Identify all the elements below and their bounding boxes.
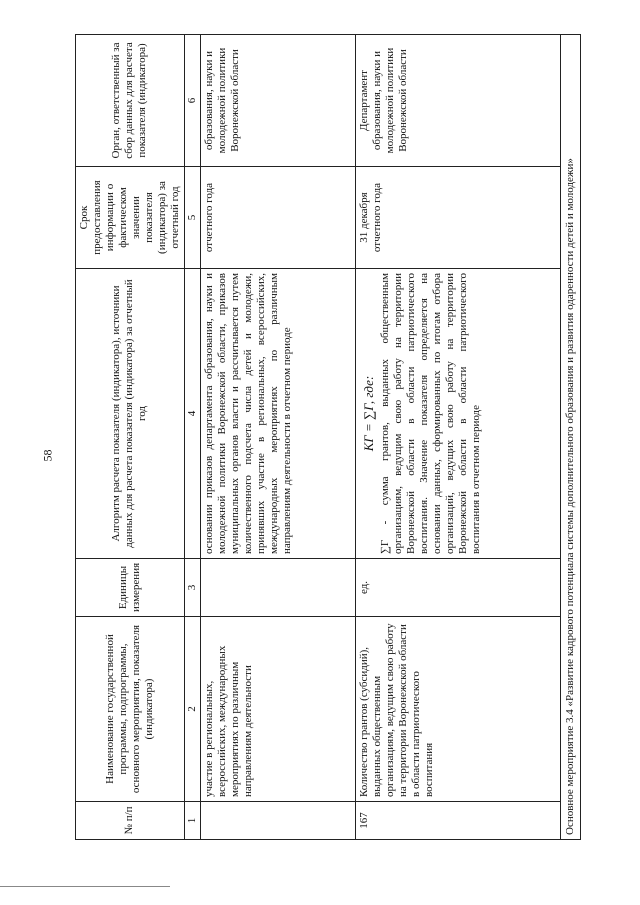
- col-number: 3: [184, 559, 200, 617]
- table-row: [355, 35, 560, 840]
- header-algorithm: Алгоритм расчета показателя (индикатора), источники данных для расчета показателя (индикатора) за отчетный год: [76, 269, 185, 559]
- organ-cell: образования, науки и молодежной политики Воронежской области: [200, 35, 355, 167]
- section-title: Основное мероприятие 3.4 «Развитие кадрового потенциала системы дополнительного образования и развития одаренности детей и молодежи»: [560, 35, 580, 840]
- col-number: 4: [184, 269, 200, 559]
- header-unit: Единицы измерения: [76, 559, 185, 617]
- unit-cell: ед.: [355, 559, 560, 617]
- indicator-name: участие в региональных, всероссийских, международных мероприятиях по различным направлениям деятельности: [200, 617, 355, 802]
- algorithm-formula: КГ = ∑Г, где:: [360, 375, 376, 452]
- algorithm-text: ∑Г - сумма грантов, выданных общественным организациям, ведущим свою работу на территории Воронежской области в области патриотического воспитания. Значение показателя определяется на основании данных, сформированных по итогам отбора организаций, ведущих свою работу на территории Воронежской области в области патриотического воспитания в отчетном периоде: [379, 273, 482, 554]
- term-cell: 31 декабря отчетного года: [355, 167, 560, 269]
- col-number: 6: [184, 35, 200, 167]
- algorithm-text: основании приказов департамента образования, науки и молодежной политики Воронежской области, приказов муниципальных органов власти и рассчитывается путем количественного подсчета числа детей и молодежи, принявших участие в региональных, всероссийских, международных мероприятиях по различным направлениям деятельности в отчетном периоде: [202, 273, 293, 554]
- footnote-divider: [0, 886, 170, 887]
- header-row: [76, 35, 185, 840]
- col-number: 2: [184, 617, 200, 802]
- unit-cell: [200, 559, 355, 617]
- indicator-name: Количество грантов (субсидий), выданных общественным организациям, ведущим свою работу на территории Воронежской области в области патриотического воспитания: [355, 617, 560, 802]
- col-number: 5: [184, 167, 200, 269]
- col-number: 1: [184, 802, 200, 840]
- header-organ: Орган, ответственный за сбор данных для расчета показателя (индикатора): [76, 35, 185, 167]
- section-footer-row: [560, 35, 580, 840]
- row-number: [200, 802, 355, 840]
- table-row: [200, 35, 355, 840]
- algorithm-cell: [355, 269, 560, 559]
- row-number: 167: [355, 802, 560, 840]
- page-number: 58: [40, 449, 55, 462]
- header-num: № п/п: [76, 802, 185, 840]
- header-name: Наименование государственной программы, подпрограммы, основного мероприятия, показателя (индикатора): [76, 617, 185, 802]
- header-term: Срок предоставления информации о фактическом значении показателя (индикатора) за отчетный год: [76, 167, 185, 269]
- column-number-row: [184, 35, 200, 840]
- organ-cell: Департамент образования, науки и молодежной политики Воронежской области: [355, 35, 560, 167]
- indicator-table: [75, 34, 581, 840]
- rotated-table-container: [75, 35, 605, 840]
- term-cell: отчетного года: [200, 167, 355, 269]
- algorithm-cell: [200, 269, 355, 559]
